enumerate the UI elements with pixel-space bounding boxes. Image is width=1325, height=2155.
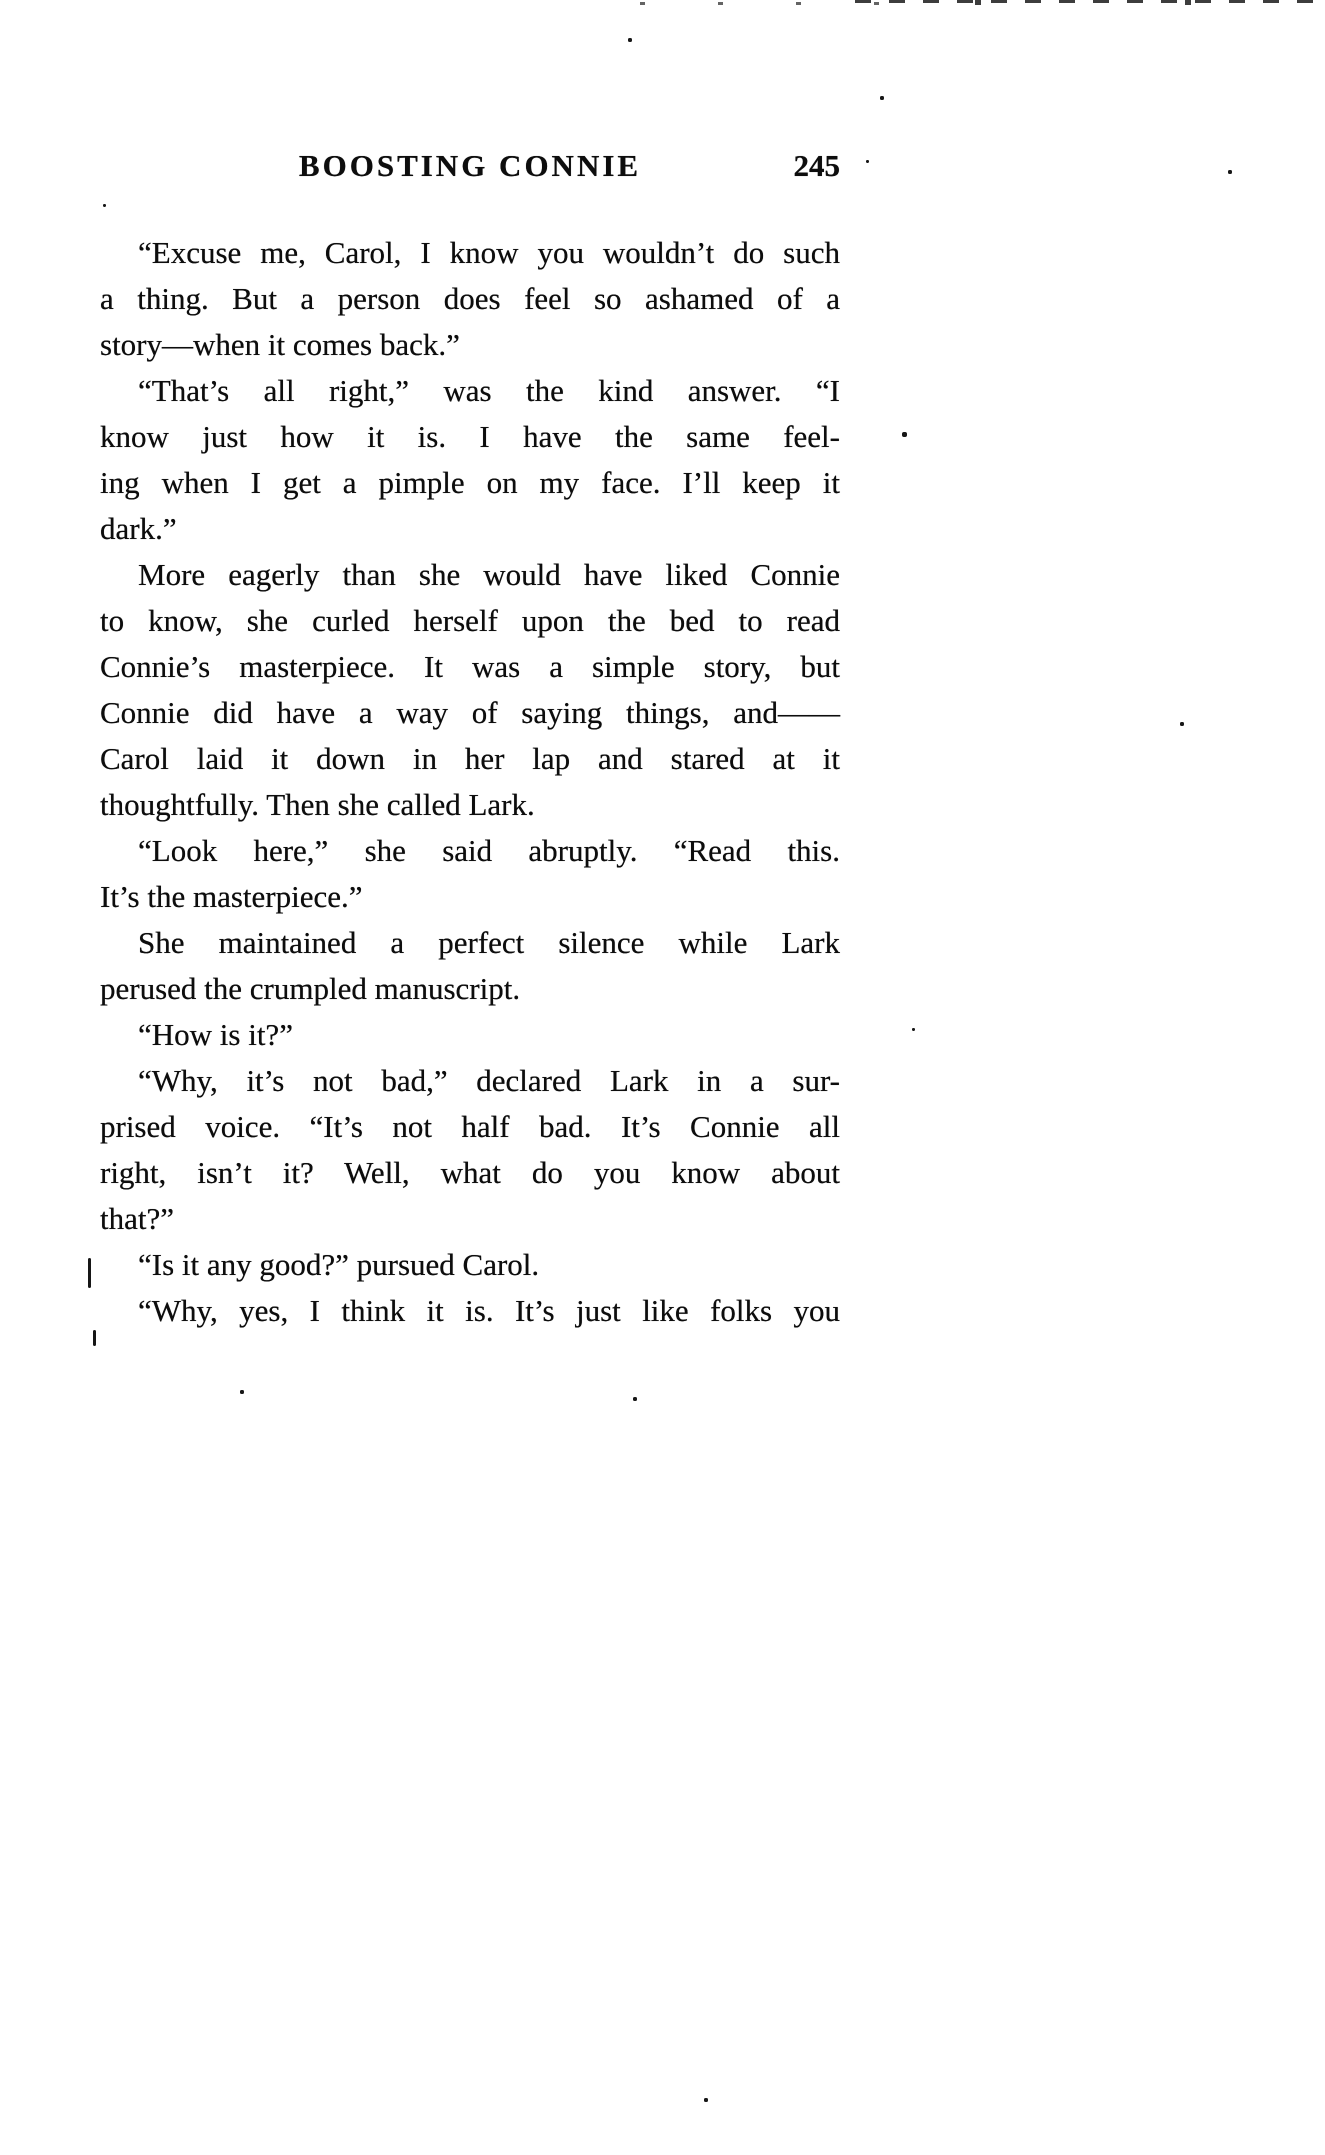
- text-line: More eagerly than she would have liked Connie: [138, 557, 840, 592]
- text-line: a thing. But a person does feel so ashamed of a: [100, 281, 840, 316]
- scan-speck: [628, 38, 632, 42]
- scan-speck: [704, 2098, 708, 2102]
- running-title: BOOSTING CONNIE: [298, 148, 642, 183]
- scan-speck: [880, 96, 884, 100]
- page-text: [100, 230, 840, 1334]
- text-line: “Excuse me, Carol, I know you wouldn’t do such: [138, 235, 840, 270]
- text-line: “Is it any good?” pursued Carol.: [138, 1247, 540, 1282]
- text-line: “Look here,” she said abruptly. “Read this.: [138, 833, 840, 868]
- scan-speck: [93, 1330, 96, 1346]
- scan-speck: [633, 1397, 637, 1401]
- scan-speck: [912, 1028, 915, 1031]
- text-line: It’s the masterpiece.”: [100, 879, 363, 914]
- text-block: [100, 142, 840, 1334]
- text-line: Connie did have a way of saying things, and——: [100, 695, 840, 730]
- scan-speck: [103, 204, 106, 207]
- scan-speck: [88, 1258, 91, 1288]
- text-line: “Why, it’s not bad,” declared Lark in a sur-: [138, 1063, 840, 1098]
- scan-speck: [866, 160, 869, 163]
- text-line: know just how it is. I have the same feel-: [100, 419, 840, 454]
- text-line: “How is it?”: [138, 1017, 293, 1052]
- scan-speck: [1180, 722, 1184, 726]
- scan-speck: [1228, 170, 1232, 174]
- text-line: prised voice. “It’s not half bad. It’s Connie all: [100, 1109, 840, 1144]
- text-line: that?”: [100, 1201, 175, 1236]
- text-line: perused the crumpled manuscript.: [100, 971, 521, 1006]
- text-line: Connie’s masterpiece. It was a simple story, but: [100, 649, 840, 684]
- text-line: story—when it comes back.”: [100, 327, 460, 362]
- text-line: to know, she curled herself upon the bed to read: [100, 603, 840, 638]
- text-line: thoughtfully. Then she called Lark.: [100, 787, 535, 822]
- text-line: She maintained a perfect silence while Lark: [138, 925, 840, 960]
- page-header: [100, 142, 840, 190]
- text-line: “Why, yes, I think it is. It’s just like folks you: [138, 1293, 840, 1328]
- text-line: right, isn’t it? Well, what do you know about: [100, 1155, 840, 1190]
- scan-artifact-top-dots: [640, 2, 940, 5]
- scan-speck: [902, 432, 907, 437]
- text-line: dark.”: [100, 511, 177, 546]
- text-line: Carol laid it down in her lap and stared at it: [100, 741, 840, 776]
- text-line: “That’s all right,” was the kind answer. “I: [138, 373, 840, 408]
- scan-speck: [240, 1390, 244, 1394]
- page-number: 245: [793, 148, 840, 183]
- text-line: ing when I get a pimple on my face. I’ll keep it: [100, 465, 840, 500]
